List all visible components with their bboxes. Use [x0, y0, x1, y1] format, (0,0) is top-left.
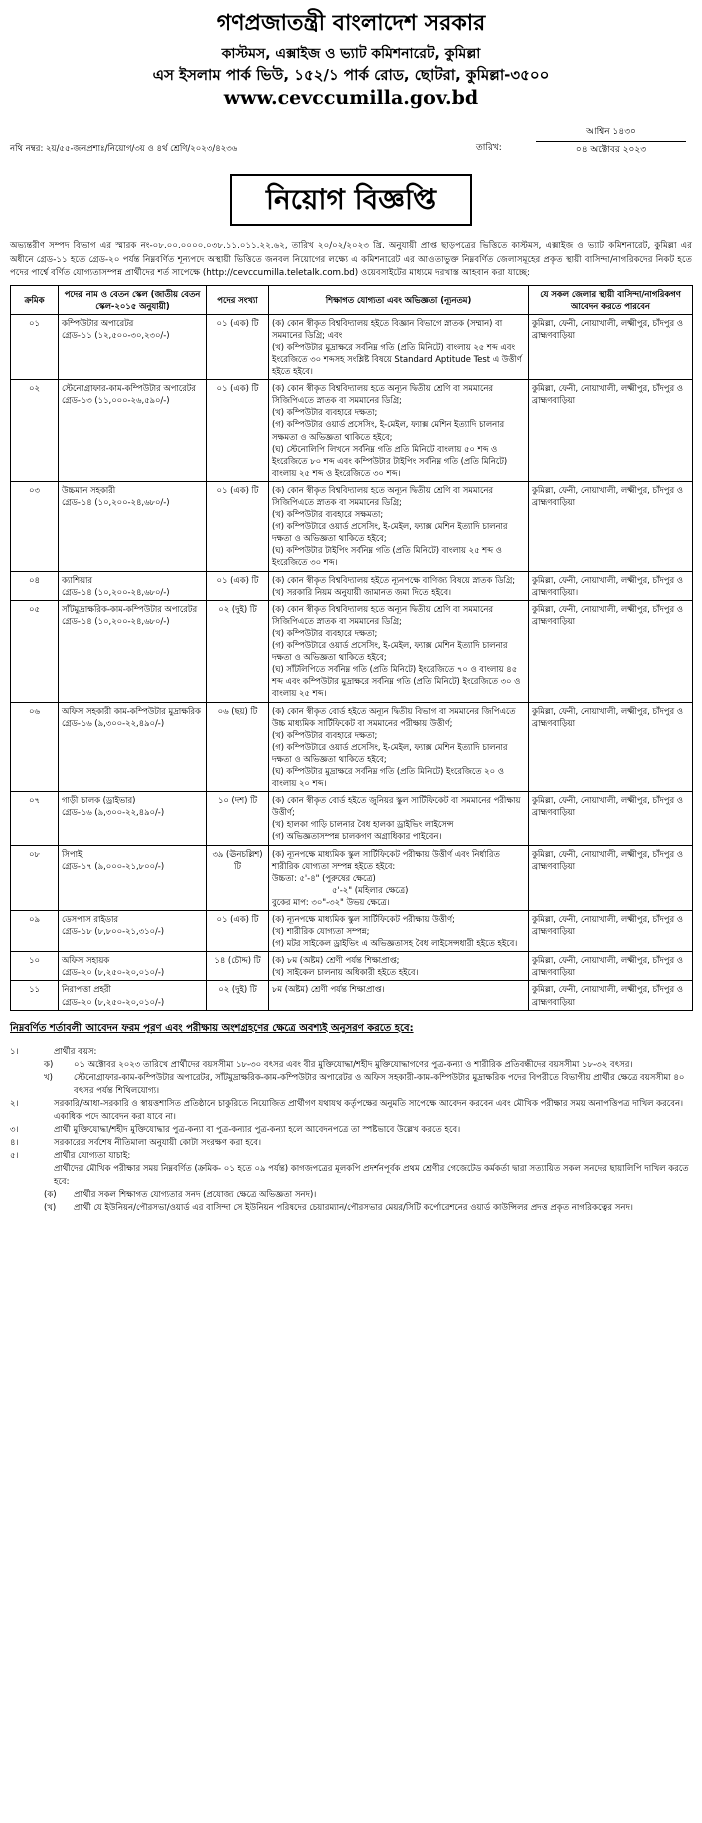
- condition-number: ৪।: [10, 1137, 19, 1148]
- qualification-line: (খ) কম্পিউটার ব্যবহারে দক্ষতা;: [272, 729, 378, 740]
- condition-number: ১।: [10, 1046, 19, 1057]
- qualification-line: উচ্চতা: ৫'-৪" (পুরুষের ক্ষেত্রে): [272, 872, 376, 883]
- condition-number: ৩।: [10, 1124, 19, 1135]
- table-row: [11, 571, 693, 600]
- qualification-line: (গ) কম্পিউটার ওয়ার্ড প্রসেসিং, ই-মেইল, ফ্যাক্স মেশিন ইত্যাদি চালনার সক্ষমতা ও অভিজ্ঞতা থাকিতে হইবে;: [272, 419, 505, 442]
- memo-number: নথি নম্বর: ২য়/৫৫-জনপ্রশাঃ/নিয়োগ/৩য় ও ৪র্থ শ্রেণি/২০২৩/৪২৩৬: [10, 144, 238, 154]
- letterhead: [10, 8, 692, 110]
- table-row: [11, 481, 693, 571]
- post-name: উচ্চমান সহকারী: [62, 484, 116, 495]
- row-districts: কুমিল্লা, ফেনী, নোয়াখালী, লক্ষ্মীপুর, চাঁদপুর ও ব্রাহ্মণবাড়িয়া: [529, 981, 693, 1010]
- qualification-line: (খ) কম্পিউটার ব্যবহারে দক্ষতা;: [272, 627, 378, 638]
- row-post: [59, 845, 207, 910]
- row-qualification: [269, 911, 529, 952]
- row-post: [59, 792, 207, 845]
- post-scale: গ্রেড-১৪ (১০,২০০-২৪,৬৮০/-): [62, 586, 170, 597]
- table-row: [11, 952, 693, 981]
- row-districts: কুমিল্লা, ফেনী, নোয়াখালী, লক্ষ্মীপুর, চাঁদপুর ও ব্রাহ্মণবাড়িয়া: [529, 702, 693, 792]
- condition-4: [10, 1137, 692, 1150]
- table-row: [11, 792, 693, 845]
- post-name: অফিস সহকারী কাম-কম্পিউটার মুদ্রাক্ষরিক: [62, 705, 201, 716]
- qualification-line: ৮ম (অষ্টম) শ্রেণী পর্যন্ত শিক্ষাপ্রাপ্ত।: [272, 984, 385, 995]
- qualification-line: (ক) ন্যূনপক্ষে মাধ্যমিক স্কুল সার্টিফিকেট পরীক্ষায় উত্তীর্ণ;: [272, 914, 455, 924]
- row-serial: ০১: [11, 314, 59, 379]
- post-scale: গ্রেড-১৪ (১০,২০০-২৪,৬৮০/-): [62, 615, 170, 626]
- row-post: [59, 600, 207, 702]
- row-serial: ০৮: [11, 845, 59, 910]
- sub-text: ০১ অক্টোবর ২০২৩ তারিখে প্রার্থীদের বয়সসীমা ১৮-৩০ বৎসর এবং বীর মুক্তিযোদ্ধা/শহীদ মুক্তিযোদ্ধাগণের পুত্র-কন্যা ও শারীরিক প্রতিবন্ধীদের বয়সসীমা ১৮-৩২ বৎসর।: [74, 1059, 633, 1070]
- qualification-line: (ক) কোন স্বীকৃত বোর্ড হইতে অন্যূন দ্বিতীয় বিভাগ বা সমমানের জিপিএতে উচ্চ মাধ্যমিক সার্টিফিকেট বা সমমানের পরীক্ষায় উত্তীর্ণ;: [272, 705, 516, 728]
- table-row: [11, 380, 693, 482]
- row-serial: ০৯: [11, 911, 59, 952]
- qualification-line: (খ) সরকারি নিয়ম অনুযায়ী জামানত জমা দিতে হইবে।: [272, 586, 451, 597]
- qualification-line: (খ) সাইকেল চালনায় অধিকারী হইতে হইবে।: [272, 967, 419, 978]
- row-districts: কুমিল্লা, ফেনী, নোয়াখালী, লক্ষ্মীপুর, চাঁদপুর ও ব্রাহ্মণবাড়িয়া: [529, 952, 693, 981]
- row-count: ০১ (এক) টি: [207, 911, 269, 952]
- condition-5: [10, 1150, 692, 1163]
- row-post: [59, 702, 207, 792]
- row-post: [59, 380, 207, 482]
- table-row: [11, 702, 693, 792]
- condition-text: প্রার্থী মুক্তিযোদ্ধা/শহীদ মুক্তিযোদ্ধার পুত্র-কন্যা বা পুত্র-কন্যার পুত্র-কন্যা হলে আবেদনপত্রে তা স্পষ্টভাবে উল্লেখ করতে হবে।: [54, 1124, 461, 1135]
- conditions-list: [10, 1046, 692, 1215]
- qualification-line: (গ) অভিজ্ঞতাসম্পন্ন চালকগণ অগ্রাধিকার পাইবেন।: [272, 831, 442, 842]
- row-districts: কুমিল্লা, ফেনী, নোয়াখালী, লক্ষ্মীপুর, চাঁদপুর ও ব্রাহ্মণবাড়িয়া: [529, 481, 693, 571]
- row-qualification: [269, 380, 529, 482]
- row-count: ১৪ (চৌদ্দ) টি: [207, 952, 269, 981]
- row-count: ০৬ (ছয়) টি: [207, 702, 269, 792]
- qualification-line: (গ) কম্পিউটারে ওয়ার্ড প্রসেসিং, ই-মেইল, ফ্যাক্স মেশিন ইত্যাদি চালনার দক্ষতা ও অভিজ্ঞতা থাকিতে হইবে;: [272, 741, 508, 764]
- row-post: [59, 314, 207, 379]
- qualification-line: (গ) কম্পিউটারে ওয়ার্ড প্রসেসিং, ই-মেইল, ফ্যাক্স মেশিন ইত্যাদি চালনার দক্ষতা ও অভিজ্ঞতা থাকিতে হইবে;: [272, 521, 508, 544]
- post-name: স্টেনোগ্রাফার-কাম-কম্পিউটার অপারেটর: [62, 383, 196, 394]
- condition-number: ৫।: [10, 1150, 19, 1161]
- post-scale: গ্রেড-২০ (৮,২৫০-২০,০১০/-): [62, 996, 165, 1007]
- intro-paragraph: অভ্যন্তরীণ সম্পদ বিভাগ এর স্মারক নং-০৮.০০.০০০০.০৩৮.১১.০১১.২২.৬২, তারিখ ২০/০২/২০২৩ খ্রি. অনুযায়ী প্রাপ্ত ছাড়পত্রের ভিত্তিতে কাস্টমস, এক্সাইজ ও ভ্যাট কমিশনারেট, কুমিল্লা এর অধীনে গ্রেড-১১ হতে গ্রেড-২০ পর্যন্ত নিম্নবর্ণিত শূন্যপদে অস্থায়ী ভিত্তিতে জনবল নিয়োগের লক্ষ্যে এ কমিশনারেট এর আওতাভুক্ত নিম্নবর্ণিত জেলাসমূহের প্রকৃত স্থায়ী বাসিন্দা/নাগরিকদের নিকট হতে পদের পার্শ্বে বর্ণিত যোগ্যতাসম্পন্ন প্রার্থীদের শর্ত সাপেক্ষে (http://cevccumilla.teletalk.com.bd) ওয়েবসাইটের মাধ্যমে দরখাস্ত আহবান করা যাচ্ছে:: [10, 241, 692, 278]
- qualification-line: (খ) কম্পিউটার মুদ্রাক্ষরে সর্বনিম্ন গতি (প্রতি মিনিটে) বাংলায় ২৫ শব্দ এবং ইংরেজিতে ৩০ শব্দসহ সংশ্লিষ্ট বিষয়ে Standard Aptitude Test এ উত্তীর্ণ হইতে হইবে।: [272, 341, 522, 377]
- date-english: ০৪ অক্টোবর ২০২৩: [575, 145, 647, 155]
- condition-1b: [10, 1072, 692, 1098]
- table-row: [11, 600, 693, 702]
- post-name: কম্পিউটার অপারেটর: [62, 317, 134, 328]
- post-name: গাড়ী চালক (ড্রাইভার): [62, 795, 136, 806]
- qualification-line: বুকের মাপ: ৩০"-৩২" উভয় ক্ষেত্রে।: [272, 896, 390, 907]
- table-header-row: [11, 285, 693, 314]
- condition-1a: [10, 1059, 692, 1072]
- qualification-line: (খ) কম্পিউটার ব্যবহারে সক্ষমতা;: [272, 509, 384, 520]
- row-qualification: [269, 600, 529, 702]
- qualification-line: (ঘ) স্টেনোলিপি লিখনে সর্বনিম্ন গতি প্রতি মিনিটে বাংলায় ৫০ শব্দ ও ইংরেজিতে ৮০ শব্দ এবং কম্পিউটার টাইপিং সর্বনিম্ন গতি (প্রতি মিনিটে) বাংলায় ২৫ শব্দ ও ইংরেজিতে ৩০ শব্দ।: [272, 443, 508, 478]
- row-count: ০২ (দুই) টি: [207, 600, 269, 702]
- row-count: ৩৯ (ঊনচল্লিশ) টি: [207, 845, 269, 910]
- post-name: ক্যাশিয়ার: [62, 574, 93, 585]
- post-name: সাঁটমুদ্রাক্ষরিক-কাম-কম্পিউটার অপারেটর: [62, 603, 198, 614]
- condition-1: [10, 1046, 692, 1059]
- row-districts: কুমিল্লা, ফেনী, নোয়াখালী, লক্ষ্মীপুর, চাঁদপুর ও ব্রাহ্মণবাড়িয়া: [529, 380, 693, 482]
- row-qualification: [269, 792, 529, 845]
- sub-number: খ): [44, 1072, 53, 1083]
- website-link[interactable]: www.cevccumilla.gov.bd: [223, 87, 479, 109]
- qualification-line: (ঘ) সাঁটলিপিতে সর্বনিম্ন গতি (প্রতি মিনিটে) ইংরেজিতে ৭০ ও বাংলায় ৪৫ শব্দ এবং কম্পিউটার মুদ্রাক্ষরে সর্বনিম্ন গতি (প্রতি মিনিটে) ইংরেজিতে ৩০ ও বাংলায় ২৫ শব্দ।: [272, 664, 521, 699]
- row-qualification: [269, 952, 529, 981]
- qualification-line: (খ) শারীরিক যোগ্যতা সম্পন্ন;: [272, 926, 370, 937]
- row-serial: ১০: [11, 952, 59, 981]
- table-row: [11, 845, 693, 910]
- row-qualification: [269, 571, 529, 600]
- condition-text: প্রার্থীর বয়স:: [54, 1046, 97, 1057]
- condition-3: [10, 1124, 692, 1137]
- condition-5-body: [10, 1163, 692, 1189]
- condition-body: প্রার্থীদের মৌখিক পরীক্ষার সময় নিম্নবর্ণিত (ক্রমিক- ০১ হতে ০৯ পর্যন্ত) কাগজপত্রের মূলকপি প্রদর্শনপূর্বক প্রথম শ্রেণীর গেজেটেড কর্মকর্তা দ্বারা সত্যায়িত সকল সনদের ছায়ালিপি দাখিল করতে হবে:: [54, 1163, 689, 1187]
- row-post: [59, 911, 207, 952]
- sub-text: প্রার্থী যে ইউনিয়ন/পৌরসভা/ওয়ার্ড এর বাসিন্দা সে ইউনিয়ন পরিষদের চেয়ারম্যান/পৌরসভার মেয়র/সিটি কর্পোরেশনের ওয়ার্ড কাউন্সিলর প্রদত্ত প্রকৃত নাগরিকত্বের সনদ।: [74, 1202, 633, 1213]
- row-serial: ০৩: [11, 481, 59, 571]
- qualification-line: (ক) কোন স্বীকৃত বিশ্ববিদ্যালয় হতে অন্যূন দ্বিতীয় শ্রেণি বা সমমানের সিজিপিএতে স্নাতক বা সমমানের ডিগ্রি;: [272, 603, 493, 626]
- post-name: অফিস সহায়ক: [62, 955, 110, 966]
- row-serial: ০৪: [11, 571, 59, 600]
- post-scale: গ্রেড-১৪ (১০,২০০-২৪,৬৮০/-): [62, 497, 170, 507]
- sub-number: ক): [44, 1059, 54, 1070]
- row-districts: কুমিল্লা, ফেনী, নোয়াখালী, লক্ষ্মীপুর, চাঁদপুর ও ব্রাহ্মণবাড়িয়া: [529, 314, 693, 379]
- row-qualification: [269, 981, 529, 1010]
- row-serial: ০৫: [11, 600, 59, 702]
- qualification-line: (খ) কম্পিউটার ব্যবহারে দক্ষতা;: [272, 407, 378, 418]
- qualification-line: (ক) কোন স্বীকৃত বিশ্ববিদ্যালয় হতে অন্যূন দ্বিতীয় শ্রেণি বা সমমানের সিজিপিএতে স্নাতক বা সমমানের ডিগ্রি;: [272, 383, 493, 406]
- title-wrap: [10, 174, 692, 226]
- post-scale: গ্রেড-১৮ (৮,৮০০-২১,৩১০/-): [62, 926, 165, 937]
- condition-number: ২।: [10, 1098, 19, 1109]
- qualification-line: (ক) ৮ম (অষ্টম) শ্রেণী পর্যন্ত শিক্ষাপ্রাপ্ত;: [272, 955, 400, 966]
- condition-5a: [10, 1189, 692, 1202]
- row-serial: ০৬: [11, 702, 59, 792]
- table-row: [11, 981, 693, 1010]
- row-post: [59, 952, 207, 981]
- table-row: [11, 911, 693, 952]
- row-count: ০২ (দুই) টি: [207, 981, 269, 1010]
- qualification-line: (ক) কোন স্বীকৃত বিশ্ববিদ্যালয় হতে অন্যূন দ্বিতীয় শ্রেণি বা সমমানের সিজিপিএতে স্নাতক বা সমমানের ডিগ্রি;: [272, 484, 493, 507]
- qualification-line: (গ) মটর সাইকেল ড্রাইভিং এ অভিজ্ঞতাসহ বৈধ লাইসেন্সধারী হইতে হইবে।: [272, 938, 518, 949]
- sub-number: (ক): [44, 1189, 57, 1200]
- post-name: নিরাপত্তা প্রহরী: [62, 984, 111, 995]
- row-qualification: [269, 702, 529, 792]
- office-name: কাস্টমস, এক্সাইজ ও ভ্যাট কমিশনারেট, কুমিল্লা: [221, 46, 481, 62]
- sub-text: প্রার্থীর সকল শিক্ষাগত যোগ্যতার সনদ (প্রযোজ্য ক্ষেত্রে অভিজ্ঞতা সনদ)।: [74, 1189, 317, 1200]
- row-post: [59, 981, 207, 1010]
- table-body: [11, 314, 693, 1010]
- row-count: ০১ (এক) টি: [207, 314, 269, 379]
- condition-2: [10, 1098, 692, 1124]
- row-districts: কুমিল্লা, ফেনী, নোয়াখালী, লক্ষ্মীপুর, চাঁদপুর ও ব্রাহ্মণবাড়িয়া: [529, 792, 693, 845]
- qualification-line: (ক) কোন স্বীকৃত বিশ্ববিদ্যালয় হইতে বিজ্ঞান বিভাগে স্নাতক (সম্মান) বা সমমানের ডিগ্রি; এবং: [272, 317, 503, 340]
- post-scale: গ্রেড-১৬ (৯,৩০০-২২,৪৯০/-): [62, 717, 165, 728]
- col-serial: ক্রমিক: [11, 285, 59, 314]
- row-count: ০১ (এক) টি: [207, 380, 269, 482]
- sub-number: (খ): [44, 1202, 57, 1213]
- qualification-line: (ঘ) কম্পিউটার মুদ্রাক্ষরে সর্বনিম্ন গতি (প্রতি মিনিটে) ইংরেজিতে ২০ ও বাংলায় ২০ শব্দ।: [272, 765, 504, 789]
- table-row: [11, 314, 693, 379]
- date-bangla: আশ্বিন ১৪৩০: [536, 124, 686, 142]
- qualification-line: (ক) কোন স্বীকৃত বোর্ড হইতে জুনিয়র স্কুল সার্টিফিকেট বা সমমানের পরীক্ষায় উত্তীর্ণ;: [272, 795, 521, 818]
- row-qualification: [269, 314, 529, 379]
- row-count: ০১ (এক) টি: [207, 571, 269, 600]
- qualification-line: (খ) হালকা গাড়ি চালনার বৈধ হালকা ড্রাইভিং লাইসেন্স: [272, 819, 454, 830]
- notice-title: নিয়োগ বিজ্ঞপ্তি: [230, 174, 472, 226]
- row-districts: কুমিল্লা, ফেনী, নোয়াখালী, লক্ষ্মীপুর, চাঁদপুর ও ব্রাহ্মণবাড়িয়া।: [529, 571, 693, 600]
- posts-table: [10, 285, 693, 1011]
- sub-text: স্টেনোগ্রাফার-কাম-কম্পিউটার অপারেটর, সাঁটমুদ্রাক্ষরিক-কাম-কম্পিউটার অপারেটর ও অফিস সহকারী-কাম-কম্পিউটার মুদ্রাক্ষরিক পদের বিপরীতে বিভাগীয় প্রার্থীর ক্ষেত্রে বয়সসীমা ৪০ বৎসর পর্যন্ত শিথিলযোগ্য।: [74, 1072, 685, 1096]
- post-scale: গ্রেড-১৬ (৯,৩০০-২২,৪৯০/-): [62, 807, 165, 818]
- qualification-line: (ঘ) কম্পিউটার টাইপিং সর্বনিম্ন গতি (প্রতি মিনিটে) বাংলায় ২৫ শব্দ ও ইংরেজিতে ৩০ শব্দ।: [272, 545, 502, 568]
- col-districts: যে সকল জেলার স্থায়ী বাসিন্দা/নাগরিকগণ আবেদন করতে পারবেন: [529, 285, 693, 314]
- government-name: গণপ্রজাতন্ত্রী বাংলাদেশ সরকার: [216, 10, 486, 36]
- row-serial: ১১: [11, 981, 59, 1010]
- col-qualification: শিক্ষাগত যোগ্যতা এবং অভিজ্ঞতা (ন্যূনতম): [269, 285, 529, 314]
- row-post: [59, 571, 207, 600]
- memo-line: [10, 124, 692, 168]
- qualification-line: (ক) কোন স্বীকৃত বিশ্ববিদ্যালয় হইতে ন্যূনপক্ষে বাণিজ্য বিষয়ে স্নাতক ডিগ্রি;: [272, 574, 516, 585]
- post-scale: গ্রেড-২০ (৮,২৫০-২০,০১০/-): [62, 967, 165, 978]
- date-label: তারিখ:: [476, 143, 502, 153]
- post-scale: গ্রেড-১৩ (১১,০০০-২৬,৫৯০/-): [62, 395, 170, 406]
- condition-text: সরকারি/আধা-সরকারি ও স্বায়ত্তশাসিত প্রতিষ্ঠানে চাকুরিতে নিয়োজিত প্রার্থীগণ যথাযথ কর্তৃপক্ষের অনুমতি সাপেক্ষে আবেদন করবেন এবং মৌখিক পরীক্ষার সময় অনাপত্তিপত্র দাখিল করবেন। একাধিক পদে আবেদন করা যাবে না।: [54, 1098, 684, 1122]
- row-districts: কুমিল্লা, ফেনী, নোয়াখালী, লক্ষ্মীপুর, চাঁদপুর ও ব্রাহ্মণবাড়িয়া: [529, 600, 693, 702]
- qualification-line: (গ) কম্পিউটারে ওয়ার্ড প্রসেসিং, ই-মেইল, ফ্যাক্স মেশিন ইত্যাদি চালনার দক্ষতা ও অভিজ্ঞতা থাকিতে হইবে;: [272, 640, 508, 663]
- row-serial: ০২: [11, 380, 59, 482]
- col-count: পদের সংখ্যা: [207, 285, 269, 314]
- post-scale: গ্রেড-১৭ (৯,০০০-২১,৮০০/-): [62, 860, 165, 871]
- condition-text: প্রার্থীর যোগ্যতা যাচাই:: [54, 1150, 131, 1161]
- col-post: পদের নাম ও বেতন স্কেল (জাতীয় বেতন স্কেল-২০১৫ অনুযায়ী): [59, 285, 207, 314]
- qualification-line: (ক) ন্যূনপক্ষে মাধ্যমিক স্কুল সার্টিফিকেট পরীক্ষায় উত্তীর্ণ এবং নির্ধারিত শারীরিক যোগ্যতা সম্পন্ন হইতে হইবে:: [272, 848, 500, 871]
- post-scale: গ্রেড-১১ (১২,৫০০-৩০,২৩০/-): [62, 329, 170, 340]
- qualification-line: ৫'-২" (মহিলার ক্ষেত্রে): [332, 884, 409, 895]
- condition-text: সরকারের সর্বশেষ নীতিমালা অনুযায়ী কোটা সংরক্ষণ করা হবে।: [54, 1137, 262, 1148]
- row-districts: কুমিল্লা, ফেনী, নোয়াখালী, লক্ষ্মীপুর, চাঁদপুর ও ব্রাহ্মণবাড়িয়া: [529, 845, 693, 910]
- row-post: [59, 481, 207, 571]
- row-count: ০১ (এক) টি: [207, 481, 269, 571]
- condition-5b: [10, 1202, 692, 1215]
- row-qualification: [269, 845, 529, 910]
- conditions-heading: নিম্নবর্ণিত শর্তাবলী আবেদন ফরম পূরণ এবং পরীক্ষায় অংশগ্রহণের ক্ষেত্রে অবশ্যই অনুসরণ করতে হবে:: [10, 1022, 414, 1034]
- post-name: ডেসপাস রাইডার: [62, 914, 118, 924]
- row-districts: কুমিল্লা, ফেনী, নোয়াখালী, লক্ষ্মীপুর, চাঁদপুর ও ব্রাহ্মণবাড়িয়া: [529, 911, 693, 952]
- office-address: এস ইসলাম পার্ক ভিউ, ১৫২/১ পার্ক রোড, ছোটরা, কুমিল্লা-৩৫০০: [152, 66, 550, 84]
- row-serial: ০৭: [11, 792, 59, 845]
- row-count: ১০ (দশ) টি: [207, 792, 269, 845]
- row-qualification: [269, 481, 529, 571]
- post-name: সিপাই: [62, 848, 83, 859]
